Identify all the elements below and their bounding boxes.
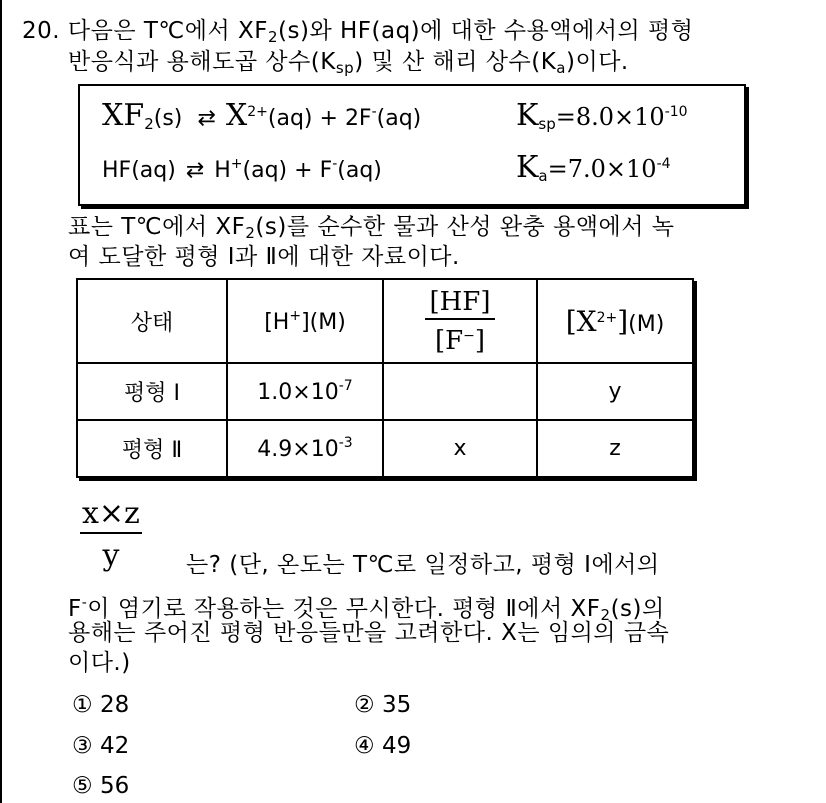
intro-text: ) 및 산 해리 상수(K <box>354 49 557 75</box>
equilibrium-table <box>76 278 694 478</box>
subscript: 2 <box>245 224 256 242</box>
table-intro-line2: 여 도달한 평형 Ⅰ과 Ⅱ에 대한 자료이다. <box>68 244 460 270</box>
question-fraction <box>80 496 142 578</box>
intro-text: (s)를 순수한 물과 산성 완충 용액에서 녹 <box>255 214 675 240</box>
question-tail-line1: 는? (단, 온도는 T℃로 일정하고, 평형 Ⅰ에서의 <box>186 552 660 578</box>
row-state: 평형 Ⅱ <box>77 420 227 477</box>
choice-2[interactable] <box>354 690 411 720</box>
state: (s) <box>153 106 183 131</box>
header-text: [H <box>264 309 290 335</box>
subscript: sp <box>538 115 556 133</box>
header-state: 상태 <box>77 279 227 363</box>
formula: X <box>225 98 248 133</box>
denominator-text: ] <box>474 325 486 356</box>
question-intro-line2 <box>68 45 629 85</box>
header-x-concentration <box>537 279 693 363</box>
constant-symbol: K <box>516 150 539 185</box>
row-h-value <box>227 363 383 420</box>
table-row <box>77 420 693 477</box>
fraction-denominator: y <box>102 538 120 573</box>
exponent: -7 <box>338 378 353 394</box>
subscript: 2 <box>267 28 279 46</box>
value-text: 1.0×10 <box>257 380 339 405</box>
subscript: a <box>556 59 566 77</box>
state: (aq) <box>376 106 422 131</box>
formula: HF(aq) <box>102 158 176 183</box>
choice-4[interactable] <box>354 731 411 761</box>
superscript: + <box>230 156 243 172</box>
ksp-value <box>516 98 688 133</box>
equation-xf2 <box>102 98 421 133</box>
formula: (aq) + 2F <box>267 106 372 131</box>
subscript: sp <box>335 59 355 77</box>
constant-value: =7.0×10 <box>547 155 657 183</box>
tail-text: F <box>68 596 82 622</box>
header-unit: (M) <box>628 311 665 337</box>
row-ratio: x <box>383 420 537 477</box>
superscript: 2+ <box>247 104 268 120</box>
choice-value: 49 <box>381 733 412 759</box>
exponent: -10 <box>664 104 688 120</box>
intro-text: 반응식과 용해도곱 상수(K <box>68 49 336 75</box>
equilibrium-arrow-icon: ⇄ <box>185 158 205 183</box>
choice-1[interactable] <box>72 690 129 720</box>
formula: H <box>214 158 231 183</box>
fraction-denominator <box>425 320 494 357</box>
superscript: − <box>463 327 475 344</box>
formula: XF <box>102 98 145 133</box>
row-state: 평형 Ⅰ <box>77 363 227 420</box>
choice-marker: ③ <box>72 733 93 759</box>
state: (aq) <box>337 158 382 183</box>
subscript: a <box>538 167 548 185</box>
equilibrium-arrow-icon: ⇄ <box>197 106 216 131</box>
equilibrium-box <box>78 84 746 206</box>
choice-value: 56 <box>99 773 130 799</box>
superscript: - <box>332 156 338 172</box>
choice-marker: ① <box>72 692 93 718</box>
header-h-concentration <box>227 279 383 363</box>
tail-text: 이 염기로 작용하는 것은 무시한다. 평형 Ⅱ에서 XF <box>87 596 601 622</box>
intro-text: 다음은 T℃에서 XF <box>67 18 268 44</box>
exponent: -3 <box>338 435 353 451</box>
row-ratio <box>383 363 537 420</box>
superscript: - <box>81 595 88 611</box>
table-header-row <box>77 279 693 363</box>
intro-text: )이다. <box>566 49 629 75</box>
formula: (aq) + F <box>242 158 333 183</box>
choice-value: 35 <box>381 692 412 718</box>
choice-value: 28 <box>99 692 130 718</box>
ka-value <box>516 150 671 185</box>
question-tail-line3: 용해는 주어진 평형 반응들만을 고려한다. X는 임의의 금속 <box>68 620 670 646</box>
constant-symbol: K <box>516 98 539 133</box>
choice-marker: ④ <box>354 733 375 759</box>
choice-value: 42 <box>99 733 130 759</box>
table-row <box>77 363 693 420</box>
fraction-numerator: [HF] <box>425 286 494 320</box>
intro-text: (s)와 HF(aq)에 대한 수용액에서의 평형 <box>278 18 694 44</box>
page-left-border <box>0 0 2 803</box>
row-h-value <box>227 420 383 477</box>
choice-3[interactable] <box>72 731 129 761</box>
exponent: -4 <box>656 156 671 172</box>
header-text: [X <box>565 304 597 338</box>
choice-5[interactable] <box>72 771 129 801</box>
equation-hf <box>102 156 382 183</box>
choice-marker: ② <box>354 692 375 718</box>
header-text: ] <box>617 304 629 338</box>
fraction-numerator: x×z <box>80 496 142 534</box>
ratio-fraction <box>425 286 494 357</box>
header-ratio <box>383 279 537 363</box>
row-x-value: y <box>537 363 693 420</box>
tail-text: (s)의 <box>610 596 665 622</box>
intro-text: 표는 T℃에서 XF <box>68 214 246 240</box>
superscript: 2+ <box>596 309 618 326</box>
constant-value: =8.0×10 <box>555 103 665 131</box>
question-number: 20. <box>22 18 61 44</box>
question-tail-line4: 이다.) <box>68 650 131 676</box>
subscript: 2 <box>600 606 611 624</box>
superscript: + <box>289 307 302 324</box>
superscript: - <box>371 104 377 120</box>
denominator-text: [F <box>434 325 464 356</box>
row-x-value: z <box>537 420 693 477</box>
header-text: ](M) <box>301 309 346 335</box>
choice-marker: ⑤ <box>72 773 93 799</box>
value-text: 4.9×10 <box>257 437 339 462</box>
subscript: 2 <box>144 115 154 133</box>
